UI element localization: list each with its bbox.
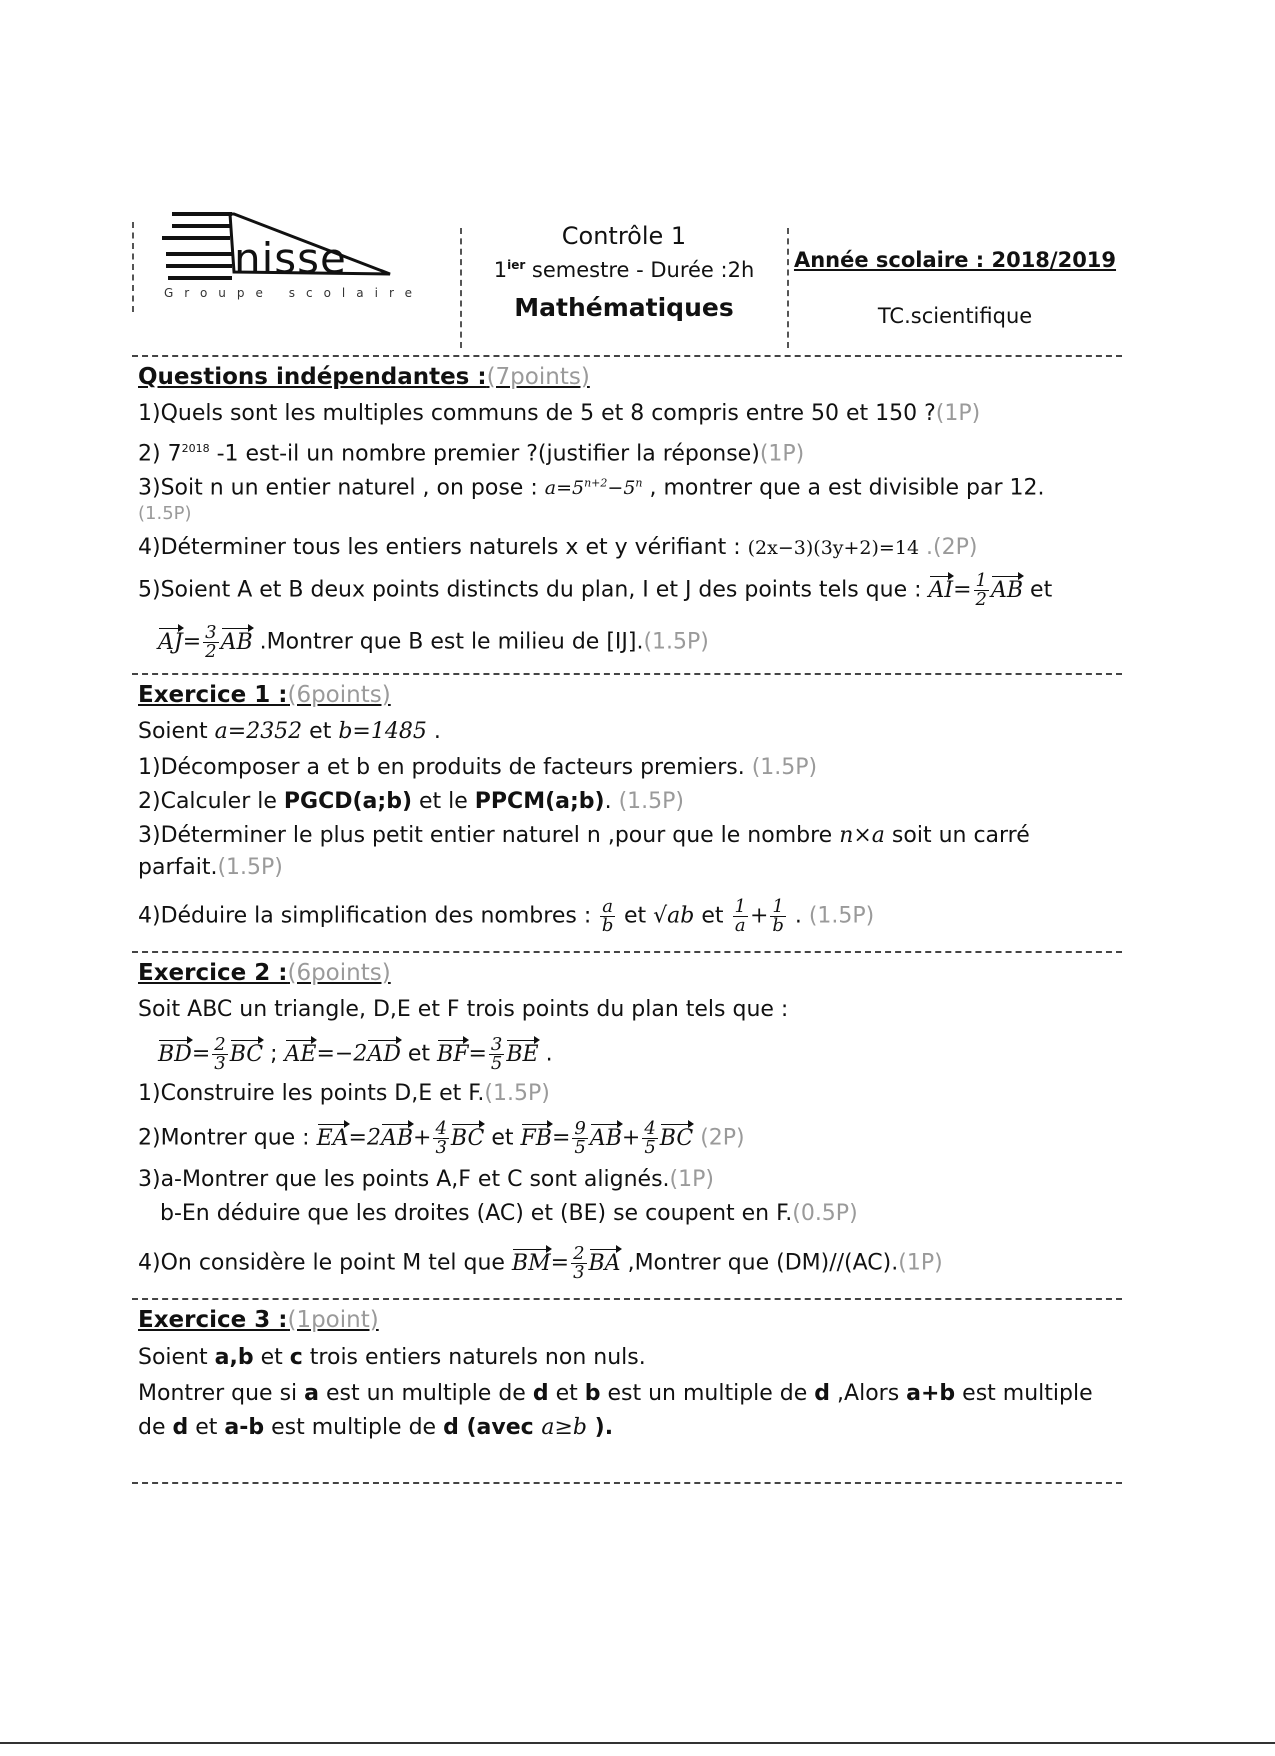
exercise-3-line-1 [138,1344,646,1372]
ex3-l2-i: ,Alors [830,1381,907,1406]
section-questions-label: Questions indépendantes : [138,364,487,390]
exercise-1-item-3-text-end: soit un carré [884,823,1030,848]
question-3-points: (1.5P) [138,503,192,524]
vector-FB: FB [520,1125,552,1151]
ex3-l2-d: d [532,1381,549,1406]
question-1 [138,400,980,428]
vector-BE: BE [506,1041,539,1067]
ex3-l1-a: Soient [138,1345,215,1370]
exercise-2-item-1-text: 1)Construire les points D,E et F. [138,1081,485,1106]
exercise-2-intro: Soit ABC un triangle, D,E et F trois points du plan tels que : [138,997,789,1022]
school-logo [160,210,423,310]
vector-BC: BC [229,1041,264,1067]
exercise-1-item-3b-text: parfait. [138,855,218,880]
exercise-1-intro-text: Soient [138,719,215,744]
pgcd-label: PGCD(a;b) [283,789,412,814]
exercise-2-item-2: 2)Montrer que : EA=2AB+ $\frac{4}{3}$ BC et FB= $\frac{9}{5}$ AB+ $\frac{4}{5}$ BC (2P) [138,1118,745,1158]
exercise-1-item-3-points: (1.5P) [217,855,283,880]
exercise-2-item-3b-points: (0.5P) [792,1201,858,1226]
ex3-l3-f: d [443,1415,459,1440]
fraction-4-3: $\frac{4}{3}$ [435,1118,447,1158]
ex3-l3-h: ). [587,1415,614,1440]
ex3-l2-k: est multiple [955,1381,1093,1406]
exercise-2-item-3b [160,1200,858,1228]
school-year: Année scolaire : 2018/2019 [793,248,1117,272]
exercise-2-item-3a [138,1166,714,1194]
exercise-2-item-4: 4)On considère le point M tel que BM= $\frac{2}{3}$ BA ,Montrer que (DM)//(AC).(1P) [138,1243,943,1283]
question-2-base: 2) 7 [138,441,182,467]
ex3-l1-e: trois entiers naturels non nuls. [302,1345,646,1370]
exercise-2-item-1-points: (1.5P) [484,1081,550,1106]
exercise-2-item-2-points: (2P) [693,1125,745,1151]
value-b: b=1485 [338,719,427,744]
ex3-l3-g: (avec [458,1415,542,1440]
exercise-1-item-4-and-2: et [694,903,731,929]
ex3-l2-b: a [304,1381,320,1406]
ex3-l2-h: d [814,1381,831,1406]
question-1-text: 1)Quels sont les multiples communs de 5 et 8 compris entre 50 et 150 ? [138,401,936,426]
class-level: TC.scientifique [877,304,1033,328]
ex3-l1-d: c [289,1345,303,1370]
question-2-points: (1P) [759,441,805,467]
exercise-1-item-4-and-1: et [616,903,654,929]
vector-AB: AB [380,1125,414,1151]
sqrt-ab: √ab [653,903,695,929]
question-5-points: (1.5P) [643,629,709,655]
bottom-rule [0,1742,1275,1744]
semester-sup: ier [507,258,526,272]
exercise-2-item-3a-points: (1P) [669,1167,714,1192]
ex3-l2-g: est un multiple de [600,1381,815,1406]
question-2-exponent: 2018 [181,442,210,455]
subject-title: Mathématiques [514,293,734,322]
logo-subtitle: Groupe scolaire [164,286,423,300]
fraction-1-b: $\frac{1}{b}$ [772,896,784,936]
question-2-text: -1 est-il un nombre premier ?(justifier la réponse) [209,441,760,467]
vector-EA: EA [316,1125,349,1151]
semester-info [468,258,780,282]
ex3-l2-c: est un multiple de [319,1381,533,1406]
exercise-1-item-1-points: (1.5P) [751,755,818,780]
question-3 [138,470,1044,502]
exercise-2-definitions: BD= $\frac{2}{3}$ BC ; AE=−2AD et BF= $\frac{3}{5}$ BE . [158,1034,553,1074]
exercise-2-item-2-text: 2)Montrer que : [138,1125,317,1151]
exercise-1-item-4: 4)Déduire la simplification des nombres : $\frac{a}{b}$ et √ab et $\frac{1}{a}$ + $\frac{1}{b}$ . (1.5P) [138,896,875,936]
exercise-1-item-2-end: . [604,789,619,814]
exercise-1-item-3-text: 3)Déterminer le plus petit entier naturel n ,pour que le nombre [138,823,840,848]
exercise-2-points: (6points) [287,960,391,986]
exercise-1-intro-and: et [302,719,339,744]
ex3-l3-inequality: a≥b [541,1415,587,1440]
exercise-2-item-3b-text: b-En déduire que les droites (AC) et (BE) se coupent en F. [160,1201,793,1226]
fraction-1-a: $\frac{1}{a}$ [734,896,746,936]
ex3-l2-j: a+b [906,1381,956,1406]
question-1-points: (1P) [935,401,981,426]
question-3-text: 3)Soit n un entier naturel , on pose : [138,475,545,501]
ex3-l3-a: de [138,1415,173,1440]
ex3-l2-e: et [548,1381,585,1406]
vector-BC: BC [659,1125,694,1151]
question-5b-text: .Montrer que B est le milieu de [IJ]. [252,629,644,655]
exercise-2-item-4-points: (1P) [898,1250,943,1276]
ex3-l3-d: a-b [224,1415,265,1440]
vector-BA: BA [588,1250,621,1276]
vector-AJ: AJ [158,629,183,655]
exercise-1-item-4-points: (1.5P) [808,903,875,929]
exercise-2-item-2-and: et [484,1125,521,1151]
exercise-1-item-1 [138,754,817,782]
exercise-1-item-2 [138,788,684,816]
vector-BM: BM [511,1250,551,1276]
exercise-1-intro [138,718,441,746]
vector-AB: AB [220,629,253,655]
vector-AD: AD [367,1041,401,1067]
exercise-1-label: Exercice 1 : [138,682,288,708]
question-4-equation: (2x−3)(3y+2)=14 [747,537,920,559]
exercise-1-title [138,682,391,708]
separator: ; [263,1041,285,1067]
exercise-3-points: (1point) [287,1307,379,1333]
question-4-points: .(2P) [919,535,978,560]
vector-AI: AI [928,577,954,603]
fraction-3-5: $\frac{3}{5}$ [490,1034,503,1074]
ex3-l1-c: et [253,1345,290,1370]
vector-BF: BF [437,1041,469,1067]
question-3-text-end: , montrer que a est divisible par 12. [642,475,1045,501]
exercise-1-item-2-points: (1.5P) [618,789,685,814]
semester-number: 1 [493,258,508,282]
exercise-1-item-3 [138,822,1030,850]
question-2 [138,435,804,468]
fraction-2-3b: $\frac{2}{3}$ [573,1243,585,1283]
exercise-2-item-3a-text: 3)a-Montrer que les points A,F et C sont alignés. [138,1167,670,1192]
exercise-1-item-3b [138,854,283,882]
exercise-2-item-4-text: 4)On considère le point M tel que [138,1250,512,1276]
question-3-formula: $a=5^{n+2}-5^n$ [544,477,643,500]
section-questions-points: (7points) [486,364,590,390]
value-a: a=2352 [214,719,303,744]
exercise-3-line-3 [138,1414,613,1442]
ex3-l2-a: Montrer que si [138,1381,305,1406]
question-5b: AJ= $\frac{3}{2}$ AB .Montrer que B est le milieu de [IJ].(1.5P) [158,622,709,662]
exercise-1-item-4-text: 4)Déduire la simplification des nombres : [138,903,599,929]
exercise-2-and: et [400,1041,438,1067]
question-4-text: 4)Déterminer tous les entiers naturels x et y vérifiant : [138,535,748,560]
vector-BD: BD [158,1041,192,1067]
exercise-1-intro-end: . [426,719,441,744]
exercise-3-title [138,1307,379,1333]
exercise-2-item-4-text-end: ,Montrer que (DM)//(AC). [620,1250,899,1276]
exercise-1-item-1-text: 1)Décomposer a et b en produits de facteurs premiers. [138,755,752,780]
exercise-2-label: Exercice 2 : [138,960,288,986]
exercise-1-points: (6points) [287,682,391,708]
ex3-l1-b: a,b [214,1345,254,1370]
fraction-3-2: $\frac{3}{2}$ [205,622,217,662]
logo-text: nisse [234,234,347,283]
exercise-1-item-4-end: . [787,903,809,929]
fraction-4-5: $\frac{4}{5}$ [644,1118,656,1158]
semester-duration: semestre - Durée :2h [525,258,755,282]
exercise-2-item-1 [138,1080,550,1108]
exam-title: Contrôle 1 [561,222,687,250]
exercise-3-label: Exercice 3 : [138,1307,288,1333]
question-5: 5)Soient A et B deux points distincts du plan, I et J des points tels que : AI= $\frac{1}{2}$ AB et [138,570,1053,610]
fraction-1-2: $\frac{1}{2}$ [975,570,987,610]
ex3-l3-c: et [188,1415,225,1440]
exercise-2-definitions-end: . [538,1041,553,1067]
question-4 [138,534,977,562]
ex3-l3-b: d [172,1415,189,1440]
exercise-1-item-2-text: 2)Calculer le [138,789,284,814]
vector-BC: BC [450,1125,485,1151]
fraction-2-3: $\frac{2}{3}$ [214,1034,226,1074]
fraction-9-5: $\frac{9}{5}$ [574,1118,586,1158]
ex3-l2-f: b [584,1381,601,1406]
section-questions-title [138,364,590,390]
vector-AB: AB [589,1125,622,1151]
question-5-and: et [1023,577,1053,603]
exercise-1-item-2-and: et le [412,789,475,814]
fraction-a-b: $\frac{a}{b}$ [601,896,614,936]
exercise-3-line-2 [138,1380,1093,1408]
ppcm-label: PPCM(a;b) [474,789,605,814]
vector-AB: AB [990,577,1024,603]
exercise-2-title [138,960,391,986]
ex3-l3-e: est multiple de [264,1415,444,1440]
question-5-text: 5)Soient A et B deux points distincts du plan, I et J des points tels que : [138,577,929,603]
vector-AE: AE [284,1041,317,1067]
expression-n-times-a: n×a [839,823,885,848]
